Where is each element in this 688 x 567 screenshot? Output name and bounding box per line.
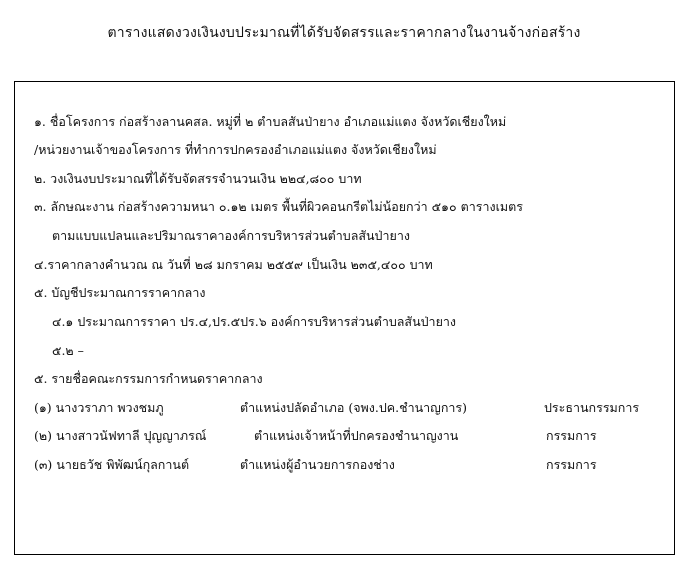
item-budget: ๒. วงเงินงบประมาณที่ได้รับจัดสรรจำนวนเงิน ๒๒๔,๘๐๐ บาท [34, 171, 362, 186]
item-project-name: ๑. ชื่อโครงการ ก่อสร้างลานคสล. หมู่ที่ ๒ ตำบลสันป่ายาง อำเภอแม่แตง จังหวัดเชียงใหม่ [34, 114, 507, 129]
item-committee-heading: ๕. รายชื่อคณะกรรมการกำหนดราคากลาง [34, 371, 263, 386]
committee-role: ประธานกรรมการ [544, 400, 640, 415]
committee-position: ตำแหน่งปลัดอำเภอ (จพง.ปค.ชำนาญการ) [240, 400, 467, 415]
item-work-description-cont: ตามแบบแปลนและปริมาณราคาองค์การบริหารส่วนตำบลสันป่ายาง [52, 228, 410, 243]
committee-position: ตำแหน่งผู้อำนวยการกองช่าง [240, 457, 395, 472]
committee-name: (๒) นางสาวนัฟทาลี ปุญญาภรณ์ [34, 428, 207, 443]
item-estimate-1: ๔.๑ ประมาณการราคา ปร.๔,ปร.๕ปร.๖ องค์การบริหารส่วนตำบลสันป่ายาง [52, 314, 457, 329]
committee-role: กรรมการ [546, 457, 597, 472]
committee-name: (๑) นางวราภา พวงชมภู [34, 400, 164, 415]
item-estimate-heading: ๕. บัญชีประมาณการราคากลาง [34, 285, 206, 300]
document-title: ตารางแสดงวงเงินงบประมาณที่ได้รับจัดสรรและราคากลางในงานจ้างก่อสร้าง [107, 25, 581, 41]
committee-position: ตำแหน่งเจ้าหน้าที่ปกครองชำนาญงาน [254, 428, 459, 443]
item-median-price: ๔.ราคากลางคำนวณ ณ วันที่ ๒๘ มกราคม ๒๕๕๙ เป็นเงิน ๒๓๕,๔๐๐ บาท [34, 257, 433, 272]
item-project-owner: /หน่วยงานเจ้าของโครงการ ที่ทำการปกครองอำเภอแม่แตง จังหวัดเชียงใหม่ [34, 142, 437, 157]
item-work-description: ๓. ลักษณะงาน ก่อสร้างความหนา ๐.๑๒ เมตร พื้นที่ผิวคอนกรีตไม่น้อยกว่า ๕๑๐ ตารางเมตร [34, 199, 523, 214]
item-estimate-2: ๕.๒ – [52, 343, 84, 358]
committee-role: กรรมการ [546, 428, 597, 443]
committee-name: (๓) นายธวัช พิพัฒน์กุลกานต์ [34, 457, 190, 472]
